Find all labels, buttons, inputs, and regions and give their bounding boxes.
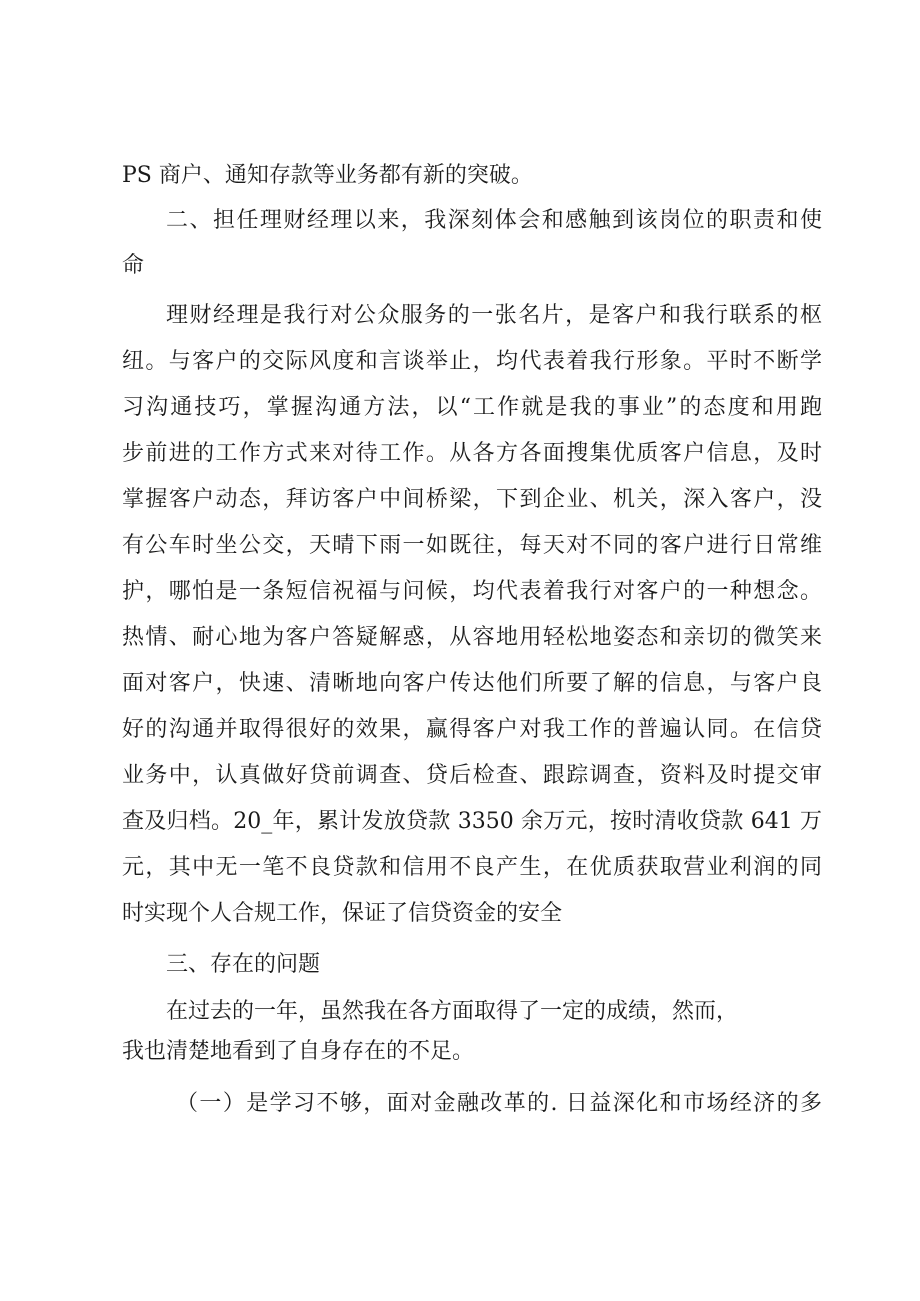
paragraph-line: 习沟通技巧，掌握沟通方法，以“工作就是我的事业”的态度和用跑: [122, 395, 822, 420]
paragraph-line: 在过去的一年，虽然我在各方面取得了一定的成绩，然而，: [166, 999, 739, 1024]
paragraph-line: PS 商户、通知存款等业务都有新的突破。: [122, 163, 533, 188]
paragraph-line: 查及归档。20_年，累计发放贷款 3350 余万元，按时清收贷款 641 万: [122, 809, 822, 834]
paragraph-line: 护，哪怕是一条短信祝福与问候，均代表着我行对客户的一种想念。: [122, 579, 822, 604]
paragraph-line: 元，其中无一笔不良贷款和信用不良产生，在优质获取营业利润的同: [122, 855, 822, 880]
paragraph-line: 掌握客户动态，拜访客户中间桥梁，下到企业、机关，深入客户，没: [122, 487, 822, 512]
paragraph-line: 步前进的工作方式来对待工作。从各方各面搜集优质客户信息，及时: [122, 441, 822, 466]
paragraph-line: 业务中，认真做好贷前调查、贷后检查、跟踪调查，资料及时提交审: [122, 763, 822, 788]
paragraph-line: 理财经理是我行对公众服务的一张名片，是客户和我行联系的枢: [166, 303, 822, 328]
section-heading-line: 命: [122, 253, 145, 278]
paragraph-line: 纽。与客户的交际风度和言谈举止，均代表着我行形象。平时不断学: [122, 349, 822, 374]
paragraph-line: 热情、耐心地为客户答疑解惑，从容地用轻松地姿态和亲切的微笑来: [122, 625, 822, 650]
paragraph-line: 有公车时坐公交，天晴下雨一如既往，每天对不同的客户进行日常维: [122, 533, 822, 558]
section-heading: 三、存在的问题: [166, 952, 321, 977]
paragraph-line: 时实现个人合规工作，保证了信贷资金的安全: [122, 901, 563, 926]
paragraph-line: 我也清楚地看到了自身存在的不足。: [122, 1039, 475, 1064]
paragraph-line: 面对客户，快速、清晰地向客户传达他们所要了解的信息，与客户良: [122, 671, 822, 696]
section-heading-line: 二、担任理财经理以来，我深刻体会和感触到该岗位的职责和使: [166, 208, 822, 233]
paragraph-line: 好的沟通并取得很好的效果，赢得客户对我工作的普遍认同。在信贷: [122, 717, 822, 742]
subsection-line: （一）是学习不够，面对金融改革的. 日益深化和市场经济的多: [176, 1091, 822, 1116]
